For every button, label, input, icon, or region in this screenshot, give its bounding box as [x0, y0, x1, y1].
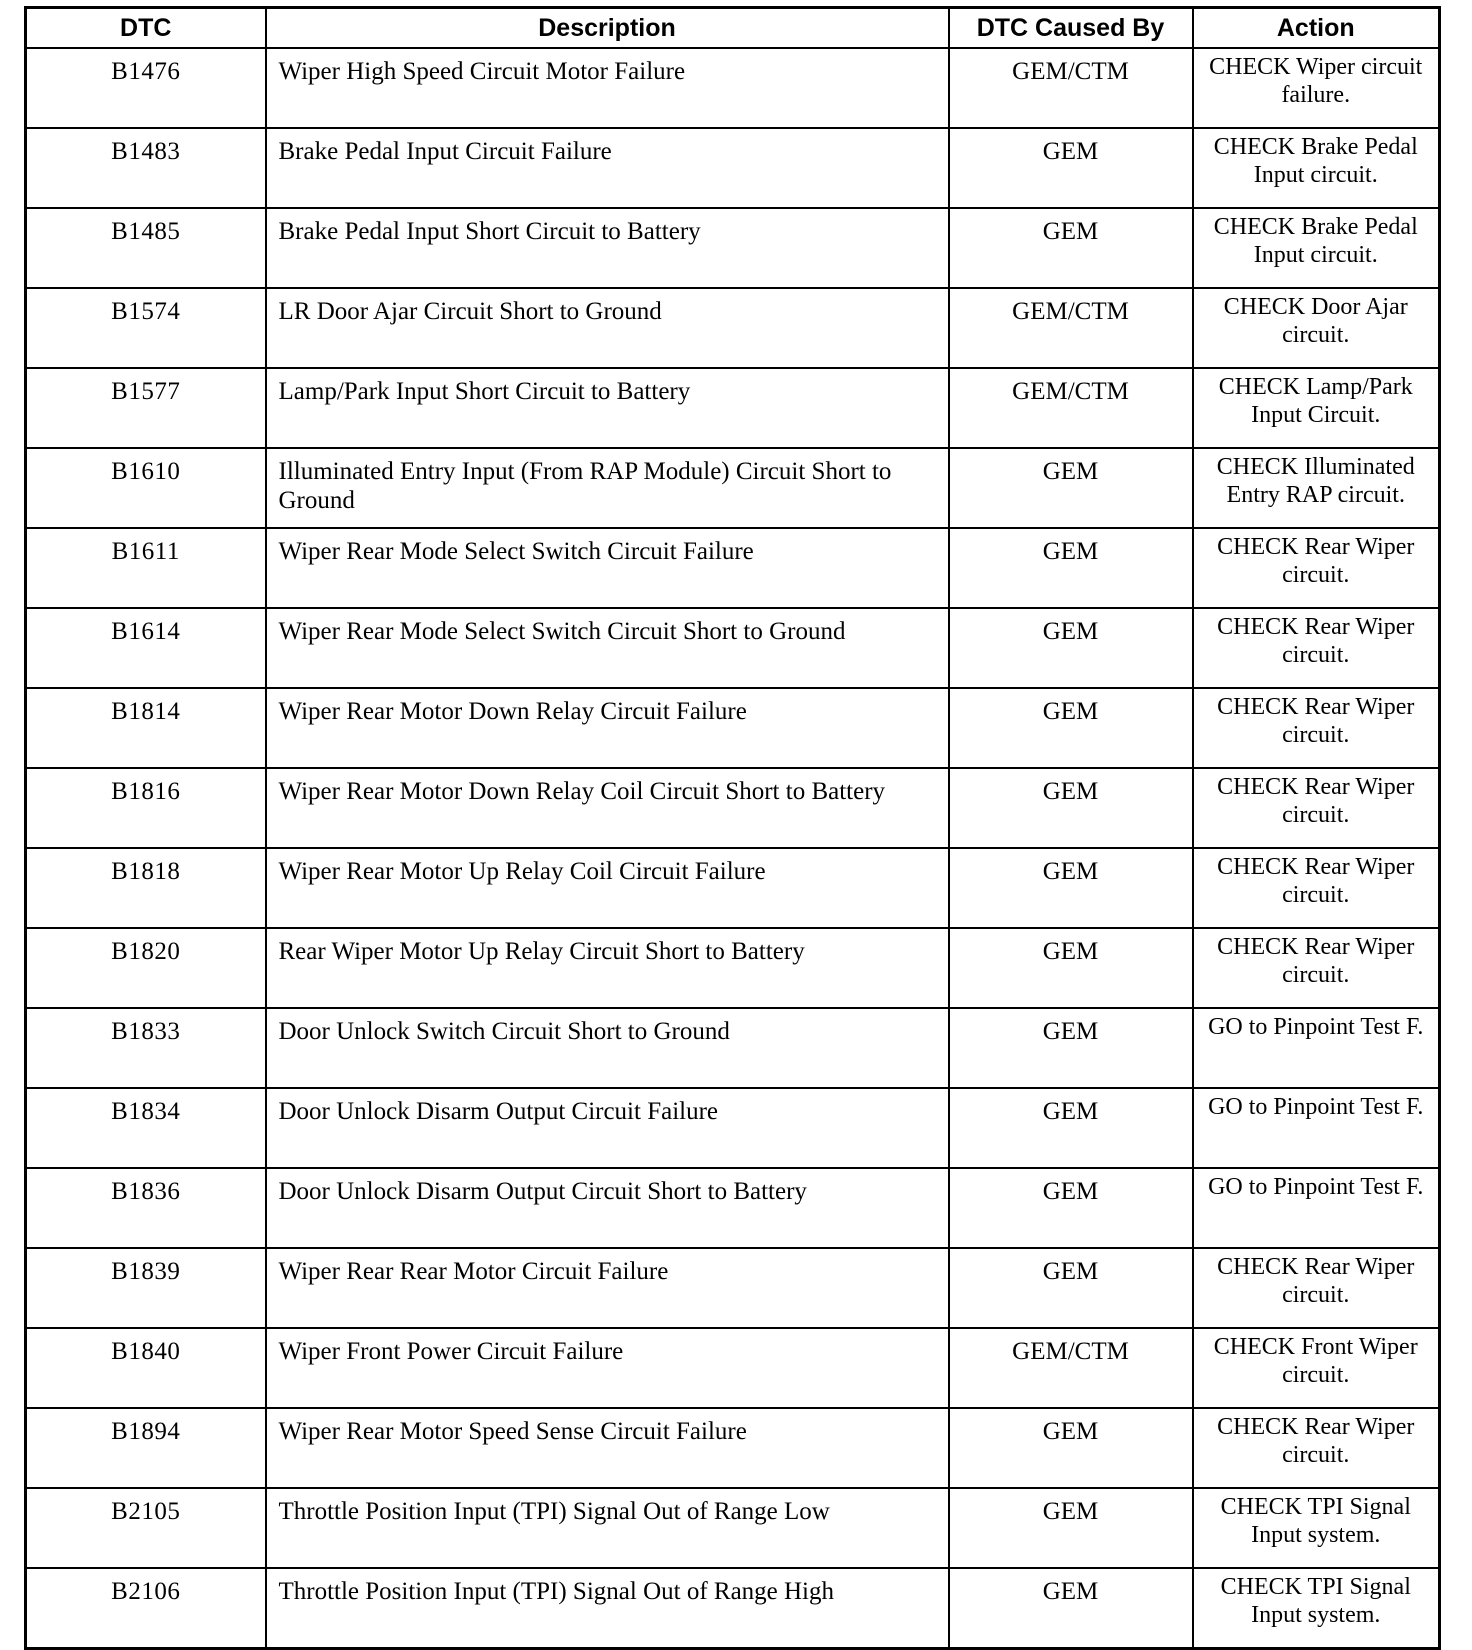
table-row [26, 688, 1440, 768]
dtc-action: CHECK Rear Wiper circuit. [1193, 1408, 1440, 1488]
dtc-caused-by: GEM [949, 1488, 1193, 1568]
table-row [26, 1008, 1440, 1088]
header-action: Action [1193, 8, 1440, 49]
dtc-description: Wiper Rear Motor Down Relay Circuit Failure [266, 688, 949, 768]
dtc-code: B1611 [26, 528, 266, 608]
dtc-code: B1610 [26, 448, 266, 528]
table-row [26, 1328, 1440, 1408]
dtc-caused-by: GEM [949, 1168, 1193, 1248]
dtc-code: B1814 [26, 688, 266, 768]
dtc-caused-by: GEM/CTM [949, 48, 1193, 128]
dtc-action: CHECK Rear Wiper circuit. [1193, 848, 1440, 928]
dtc-action: GO to Pinpoint Test F. [1193, 1168, 1440, 1248]
table-row [26, 208, 1440, 288]
dtc-action: CHECK Rear Wiper circuit. [1193, 928, 1440, 1008]
dtc-code: B1483 [26, 128, 266, 208]
dtc-action: GO to Pinpoint Test F. [1193, 1008, 1440, 1088]
dtc-caused-by: GEM [949, 1088, 1193, 1168]
dtc-description: Throttle Position Input (TPI) Signal Out of Range High [266, 1568, 949, 1649]
dtc-action: CHECK Wiper circuit failure. [1193, 48, 1440, 128]
dtc-action: CHECK Door Ajar circuit. [1193, 288, 1440, 368]
dtc-code: B1839 [26, 1248, 266, 1328]
dtc-description: Brake Pedal Input Circuit Failure [266, 128, 949, 208]
dtc-description: Wiper Rear Mode Select Switch Circuit Short to Ground [266, 608, 949, 688]
dtc-caused-by: GEM/CTM [949, 288, 1193, 368]
dtc-caused-by: GEM/CTM [949, 368, 1193, 448]
dtc-action: CHECK TPI Signal Input system. [1193, 1568, 1440, 1649]
dtc-action: CHECK Rear Wiper circuit. [1193, 528, 1440, 608]
table-row [26, 288, 1440, 368]
dtc-code: B1820 [26, 928, 266, 1008]
dtc-table [24, 6, 1441, 1650]
dtc-code: B1833 [26, 1008, 266, 1088]
dtc-description: Wiper Rear Mode Select Switch Circuit Failure [266, 528, 949, 608]
dtc-description: Wiper High Speed Circuit Motor Failure [266, 48, 949, 128]
table-row [26, 1568, 1440, 1649]
dtc-caused-by: GEM [949, 848, 1193, 928]
dtc-caused-by: GEM [949, 1568, 1193, 1649]
dtc-code: B1577 [26, 368, 266, 448]
dtc-action: CHECK Rear Wiper circuit. [1193, 608, 1440, 688]
dtc-description: Wiper Rear Rear Motor Circuit Failure [266, 1248, 949, 1328]
table-row [26, 1408, 1440, 1488]
header-dtc: DTC [26, 8, 266, 49]
dtc-caused-by: GEM [949, 208, 1193, 288]
dtc-code: B1476 [26, 48, 266, 128]
dtc-description: Wiper Rear Motor Down Relay Coil Circuit Short to Battery [266, 768, 949, 848]
dtc-description: Wiper Front Power Circuit Failure [266, 1328, 949, 1408]
table-row [26, 1488, 1440, 1568]
dtc-description: Throttle Position Input (TPI) Signal Out of Range Low [266, 1488, 949, 1568]
dtc-code: B1834 [26, 1088, 266, 1168]
table-row [26, 1168, 1440, 1248]
dtc-description: Door Unlock Disarm Output Circuit Failure [266, 1088, 949, 1168]
dtc-action: GO to Pinpoint Test F. [1193, 1088, 1440, 1168]
table-row [26, 1248, 1440, 1328]
dtc-code: B1894 [26, 1408, 266, 1488]
dtc-description: Door Unlock Switch Circuit Short to Ground [266, 1008, 949, 1088]
table-row [26, 848, 1440, 928]
header-description: Description [266, 8, 949, 49]
dtc-action: CHECK Lamp/Park Input Circuit. [1193, 368, 1440, 448]
dtc-caused-by: GEM [949, 688, 1193, 768]
dtc-caused-by: GEM [949, 1408, 1193, 1488]
table-row [26, 128, 1440, 208]
dtc-code: B2105 [26, 1488, 266, 1568]
dtc-code: B1614 [26, 608, 266, 688]
table-row [26, 48, 1440, 128]
dtc-action: CHECK Brake Pedal Input circuit. [1193, 128, 1440, 208]
dtc-description: Illuminated Entry Input (From RAP Module) Circuit Short to Ground [266, 448, 949, 528]
dtc-code: B1574 [26, 288, 266, 368]
dtc-action: CHECK Rear Wiper circuit. [1193, 1248, 1440, 1328]
dtc-code: B1485 [26, 208, 266, 288]
header-caused-by: DTC Caused By [949, 8, 1193, 49]
table-row [26, 368, 1440, 448]
dtc-action: CHECK TPI Signal Input system. [1193, 1488, 1440, 1568]
table-row [26, 928, 1440, 1008]
dtc-action: CHECK Rear Wiper circuit. [1193, 688, 1440, 768]
dtc-description: Wiper Rear Motor Speed Sense Circuit Failure [266, 1408, 949, 1488]
dtc-description: LR Door Ajar Circuit Short to Ground [266, 288, 949, 368]
dtc-code: B1818 [26, 848, 266, 928]
dtc-action: CHECK Brake Pedal Input circuit. [1193, 208, 1440, 288]
dtc-caused-by: GEM [949, 928, 1193, 1008]
dtc-action: CHECK Rear Wiper circuit. [1193, 768, 1440, 848]
dtc-description: Door Unlock Disarm Output Circuit Short to Battery [266, 1168, 949, 1248]
dtc-caused-by: GEM [949, 1248, 1193, 1328]
table-header-row [26, 8, 1440, 49]
table-row [26, 1088, 1440, 1168]
dtc-code: B2106 [26, 1568, 266, 1649]
dtc-description: Lamp/Park Input Short Circuit to Battery [266, 368, 949, 448]
dtc-description: Brake Pedal Input Short Circuit to Battery [266, 208, 949, 288]
dtc-caused-by: GEM [949, 608, 1193, 688]
dtc-caused-by: GEM [949, 1008, 1193, 1088]
table-row [26, 608, 1440, 688]
table-row [26, 528, 1440, 608]
dtc-code: B1816 [26, 768, 266, 848]
dtc-caused-by: GEM/CTM [949, 1328, 1193, 1408]
dtc-description: Wiper Rear Motor Up Relay Coil Circuit Failure [266, 848, 949, 928]
dtc-action: CHECK Front Wiper circuit. [1193, 1328, 1440, 1408]
dtc-caused-by: GEM [949, 528, 1193, 608]
dtc-caused-by: GEM [949, 448, 1193, 528]
dtc-action: CHECK Illuminated Entry RAP circuit. [1193, 448, 1440, 528]
dtc-caused-by: GEM [949, 768, 1193, 848]
dtc-code: B1836 [26, 1168, 266, 1248]
table-row [26, 768, 1440, 848]
table-row [26, 448, 1440, 528]
dtc-caused-by: GEM [949, 128, 1193, 208]
dtc-description: Rear Wiper Motor Up Relay Circuit Short to Battery [266, 928, 949, 1008]
dtc-code: B1840 [26, 1328, 266, 1408]
